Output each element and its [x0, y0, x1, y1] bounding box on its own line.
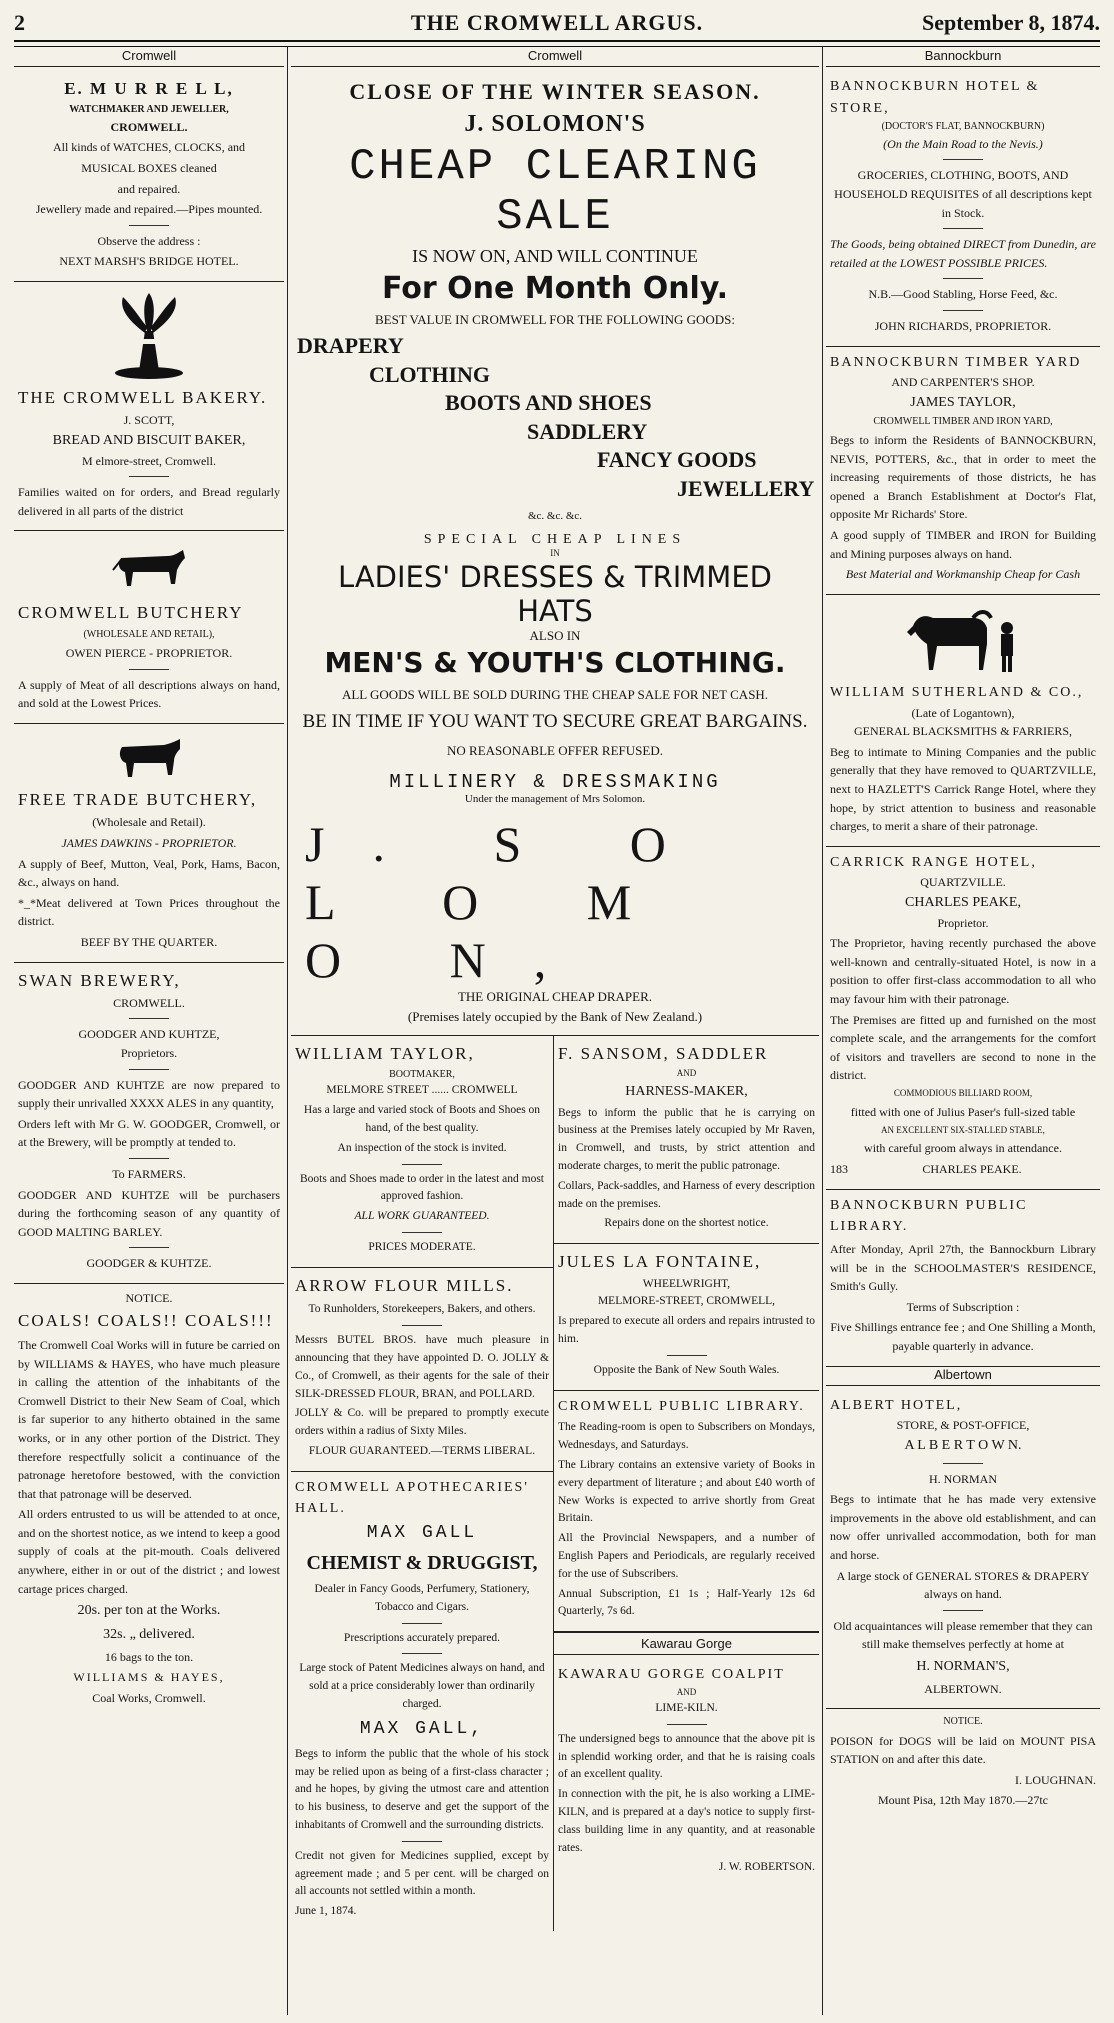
ad-notice: NOTICE.: [125, 1291, 173, 1305]
ad-title: KAWARAU GORGE COALPIT: [558, 1667, 785, 1683]
ad-text: The Premises are fitted up and furnished on the most complete scale, and the arrangements for the comfort of visitors and travellers are second to none in the district.: [830, 1012, 1096, 1083]
ad-apothecaries-hall: [291, 1472, 553, 1931]
ad-address: MELMORE-STREET, CROMWELL,: [597, 1295, 776, 1308]
ad-text: Terms of Subscription :: [906, 1299, 1020, 1314]
ad-rate: 32s. „ delivered.: [103, 1626, 195, 1642]
ad-text: Is prepared to execute all orders and repairs intrusted to him.: [558, 1315, 815, 1345]
divider: [402, 1325, 442, 1326]
divider: [943, 1463, 983, 1464]
column-divider: [822, 46, 823, 2015]
ad-text: Prescriptions accurately prepared.: [343, 1631, 501, 1644]
column-2: [291, 48, 819, 2015]
ad-title: COALS! COALS!! COALS!!!: [18, 1310, 274, 1330]
ad-text: Under the management of Mrs Solomon.: [464, 792, 646, 805]
ad-trade: WATCHMAKER AND JEWELLER,: [69, 104, 229, 116]
subcolumn-left: [291, 1036, 554, 1932]
goods-list: [297, 332, 813, 504]
divider: [129, 1158, 169, 1159]
ad-title: CROMWELL BUTCHERY: [18, 603, 244, 623]
ad-text: All orders entrusted to us will be attended to at once, and on the shortest notice, as we intend to keep a good supply of coals at the pit-mouth. Coals delivered anywhere, either in or out of the district ; and lowest cartage prices charged.: [18, 1507, 280, 1596]
ad-address: M elmore-street, Cromwell.: [82, 453, 216, 468]
ad-subtitle: (WHOLESALE AND RETAIL),: [83, 628, 215, 640]
ad-subtitle: (Wholesale and Retail).: [92, 815, 206, 830]
ad-town: A L B E R T O W N.: [904, 1437, 1022, 1453]
ad-text: To FARMERS.: [112, 1167, 186, 1182]
column-1: [14, 48, 284, 2015]
ad-headline: CLOSE OF THE WINTER SEASON.: [349, 79, 761, 104]
ad-jules-la-fontaine: [554, 1244, 819, 1390]
ad-subtitle: LIME-KILN.: [655, 1701, 718, 1714]
ad-william-taylor: [291, 1036, 553, 1268]
ad-text: FLOUR GUARANTEED.—TERMS LIBERAL.: [308, 1444, 536, 1457]
divider: [943, 278, 983, 279]
ad-text: Best Material and Workmanship Cheap for Cash: [845, 567, 1081, 582]
ad-trade: CROMWELL TIMBER AND IRON YARD,: [873, 415, 1053, 427]
ad-title: JULES LA FONTAINE,: [558, 1252, 762, 1272]
ad-text: To Runholders, Storekeepers, Bakers, and others.: [308, 1303, 536, 1316]
ad-notice: NOTICE.: [943, 1716, 983, 1728]
ad-trade: BREAD AND BISCUIT BAKER,: [52, 432, 246, 448]
ad-address: MELMORE STREET ...... CROMWELL: [326, 1084, 518, 1097]
ad-number: 183: [830, 1162, 848, 1177]
divider: [943, 1610, 983, 1611]
ad-text: fitted with one of Julius Paser's full-sized table: [850, 1104, 1076, 1119]
ad-text: Begs to intimate that he has made very extensive improvements in the above old establishment, and can now offer unrivalled accommodation, both for man and horse.: [830, 1492, 1096, 1562]
ad-cromwell-butchery: [14, 531, 284, 724]
ad-title: J. SOLOMON'S: [464, 111, 646, 137]
ad-signature: H. NORMAN'S,: [916, 1658, 1010, 1674]
ad-text: (Premises lately occupied by the Bank of New Zealand.): [407, 1008, 703, 1024]
ad-text: Proprietor.: [937, 915, 989, 930]
ad-title: FREE TRADE BUTCHERY,: [18, 790, 258, 810]
ad-name: J. S O L O M O N,: [305, 815, 714, 988]
ad-title: E. M U R R E L L,: [64, 79, 234, 98]
ad-text: N.B.—Good Stabling, Horse Feed, &c.: [868, 287, 1058, 302]
ad-text: Orders left with Mr G. W. GOODGER, Cromwell, or at the Brewery, will be promptly at tended to.: [18, 1116, 280, 1150]
ad-text: ALSO IN: [529, 627, 581, 643]
ad-text: GROCERIES, CLOTHING, BOOTS, AND HOUSEHOLD REQUISITES of all descriptions kept in Stock.: [834, 168, 1092, 220]
ad-signature: GOODGER & KUHTZE.: [86, 1256, 212, 1271]
horse-and-blacksmith-icon: [903, 604, 1023, 678]
ad-signature: WILLIAMS & HAYES,: [73, 1670, 225, 1685]
ad-text: Begs to inform the public that the whole of his stock may be relied upon as being of a first-class character ; and he hopes, by giving the utmost care and attention to his business, to deserve and get the support of the inhabitants of Cromwell and the surrounding districts.: [295, 1747, 549, 1832]
goods-item: SADDLERY: [527, 418, 648, 444]
masthead: [14, 6, 1100, 40]
ad-text: THE ORIGINAL CHEAP DRAPER.: [457, 988, 653, 1004]
ad-albert-hotel: [826, 1390, 1100, 1710]
ad-text: Has a large and varied stock of Boots and Shoes on hand, of the best quality.: [303, 1104, 541, 1135]
ad-date: June 1, 1874.: [295, 1905, 357, 1918]
ad-cromwell-public-library: [554, 1391, 819, 1633]
ad-swan-brewery: [14, 963, 284, 1284]
ad-owner: OWEN PIERCE - PROPRIETOR.: [65, 646, 233, 661]
ad-title: SWAN BREWERY,: [18, 970, 181, 990]
column-3: [826, 48, 1100, 2015]
ad-text: ALL GOODS WILL BE SOLD DURING THE CHEAP SALE FOR NET CASH.: [341, 686, 769, 702]
ad-owner: JAMES DAWKINS - PROPRIETOR.: [61, 835, 237, 850]
ad-title: BANNOCKBURN PUBLIC LIBRARY.: [830, 1197, 1028, 1235]
ad-place: ALBERTOWN.: [924, 1681, 1002, 1696]
ad-murrell: [14, 71, 284, 282]
ad-trade: HARNESS-MAKER,: [625, 1083, 748, 1099]
ad-town: CROMWELL.: [110, 119, 188, 134]
issue-date: September 8, 1874.: [921, 10, 1100, 35]
ad-text: NO REASONABLE OFFER REFUSED.: [447, 742, 663, 758]
ad-text: All kinds of WATCHES, CLOCKS, and: [52, 140, 246, 155]
ad-signature: JOHN RICHARDS, PROPRIETOR.: [874, 319, 1052, 334]
ad-address: (DOCTOR'S FLAT, BANNOCKBURN): [881, 121, 1045, 133]
ad-text: After Monday, April 27th, the Bannockburn Library will be in the SCHOOLMASTER'S RESIDENCE, Smith's Gully.: [830, 1242, 1096, 1294]
ad-text: Repairs done on the shortest notice.: [604, 1217, 769, 1230]
divider: [667, 1724, 707, 1725]
ad-text: Collars, Pack-saddles, and Harness of every description made on the premises.: [558, 1179, 815, 1210]
ad-text: Opposite the Bank of New South Wales.: [593, 1363, 780, 1376]
ad-arrow-flour-mills: [291, 1268, 553, 1472]
divider: [402, 1841, 442, 1842]
ad-text: POISON for DOGS will be laid on MOUNT PISA STATION on and after this date.: [830, 1733, 1096, 1767]
ad-text: ALL WORK GUARANTEED.: [354, 1210, 490, 1223]
ad-text: A supply of Meat of all descriptions always on hand, and sold at the Lowest Prices.: [18, 677, 280, 711]
ad-text: The Library contains an extensive variety of Books in every department of literature ; and about £40 worth of New Works is expected to arrive shortly from Great Britain.: [558, 1458, 815, 1525]
ad-text: Credit not given for Medicines supplied, except by agreement made ; and 5 per cent. will be charged on all accounts not settled within a month.: [295, 1849, 549, 1898]
ad-text: Five Shillings entrance fee ; and One Shilling a Month, payable quarterly in advance.: [830, 1320, 1096, 1353]
ad-poison-notice: [826, 1709, 1100, 1820]
ad-title: BANNOCKBURN HOTEL & STORE,: [830, 79, 1040, 116]
ad-text: Begs to inform the public that he is carrying on business at the Premises lately occupied by Mr Raven, in Cromwell, and trusts, by strict attention and moderate charges, to merit the public patronage.: [558, 1106, 815, 1172]
ad-text: Boots and Shoes made to order in the latest and most approved fashion.: [299, 1172, 544, 1203]
ad-text: The Reading-room is open to Subscribers on Mondays, Wednesdays, and Saturdays.: [558, 1421, 815, 1452]
goods-item: JEWELLERY: [677, 475, 815, 501]
ad-trade: CHEMIST & DRUGGIST,: [306, 1552, 538, 1575]
ad-text: The Goods, being obtained DIRECT from Dunedin, are retailed at the LOWEST POSSIBLE PRICES.: [830, 237, 1096, 270]
ad-text: A good supply of TIMBER and IRON for Building and Mining purposes always on hand.: [830, 528, 1096, 561]
ad-text: COMMODIOUS BILLIARD ROOM,: [893, 1088, 1033, 1098]
ad-text: All the Provincial Newspapers, and a number of English Papers and Periodicals, are regularly received for the use of Subscribers.: [558, 1532, 815, 1580]
ad-date: Mount Pisa, 12th May 1870.—27tc: [878, 1793, 1048, 1808]
ad-title: ALBERT HOTEL,: [830, 1397, 963, 1413]
ad-title: THE CROMWELL BAKERY.: [18, 388, 268, 407]
ad-owner: MAX GALL: [366, 1523, 478, 1544]
ad-coals: [14, 1284, 284, 1717]
ad-free-trade-butchery: [14, 724, 284, 963]
ad-town: CROMWELL.: [113, 995, 185, 1010]
ox-icon: [114, 733, 184, 783]
divider: [129, 1069, 169, 1070]
divider: [129, 1247, 169, 1248]
ad-text: AN EXCELLENT SIX-STALLED STABLE,: [881, 1124, 1045, 1135]
newspaper-title: THE CROMWELL ARGUS.: [410, 10, 704, 35]
ad-text: The Proprietor, having recently purchased the above well-known and centrally-situated Hotel, is now in a position to offer first-class accommodation to all who may favour him with their patronage.: [830, 936, 1096, 1007]
subcolumn-right: [554, 1036, 819, 1932]
ad-text: Jewellery made and repaired.—Pipes mounted.: [35, 202, 263, 217]
ad-text: *_*Meat delivered at Town Prices throughout the district.: [18, 895, 280, 929]
ad-title: CROMWELL APOTHECARIES' HALL.: [295, 1479, 529, 1517]
ad-text: GOODGER AND KUHTZE are now prepared to supply their unrivalled XXXX ALES in any quantity,: [18, 1077, 280, 1111]
ad-text: BEEF BY THE QUARTER.: [80, 934, 218, 949]
divider: [667, 1355, 707, 1356]
ad-text: Beg to intimate to Mining Companies and the public generally that they have removed to QUARTZVILLE, next to HAZLETT'S Carrick Range Hotel, where they hope, by strict attention to business and reasonable charges, to merit a share of their patronage.: [830, 744, 1096, 834]
ad-signature: J. W. ROBERTSON.: [718, 1861, 815, 1874]
ad-title: CHEAP CLEARING SALE: [349, 142, 761, 242]
ad-text: The Cromwell Coal Works will in future be carried on by WILLIAMS & HAYES, who have much pleasure in calling the attention of the inhabitants of the Cromwell District to their New Seam of Coal, which is far superior to any hitherto obtained in the same works, or in any other portion of the District. They therefore respectfully solicit a continuance of the patronage heretofore bestowed, with the conviction that that patronage will be deserved.: [18, 1337, 280, 1501]
ad-solomon-clearing-sale: [291, 71, 819, 1036]
ad-subtitle: STORE, & POST-OFFICE,: [896, 1418, 1030, 1433]
ad-text: SPECIAL CHEAP LINES: [423, 531, 687, 547]
ad-text: The undersigned begs to announce that the above pit is in splendid working order, and that he is raising coals of an excellent quality.: [558, 1732, 815, 1781]
column-2-subcolumns: [291, 1036, 819, 1932]
ad-text: Proprietors.: [120, 1046, 178, 1061]
ad-text: Dealer in Fancy Goods, Perfumery, Stationery, Tobacco and Cigars.: [314, 1583, 530, 1613]
ad-text: Old acquaintances will please remember that they can still make themselves perfectly at home at: [833, 1618, 1093, 1652]
ad-text: JOLLY & Co. will be prepared to promptly execute orders within a radius of Sixty Miles.: [295, 1407, 549, 1438]
divider: [402, 1623, 442, 1624]
ad-text: Observe the address :: [97, 233, 201, 248]
section-heading: Albertown: [826, 1367, 1100, 1386]
ad-trade: GENERAL BLACKSMITHS & FARRIERS,: [853, 724, 1073, 739]
ad-title: BANNOCKBURN TIMBER YARD: [830, 354, 1082, 370]
ad-text: AND: [676, 1686, 697, 1697]
column-divider: [287, 46, 288, 2015]
divider: [129, 1018, 169, 1019]
ad-kawarau-coalpit: [554, 1659, 819, 1887]
ad-text: AND: [676, 1067, 697, 1078]
ad-text: &c. &c. &c.: [527, 509, 583, 522]
goods-item: CLOTHING: [369, 361, 491, 387]
ad-text: (On the Main Road to the Nevis.): [883, 136, 1043, 151]
ad-text: Families waited on for orders, and Bread regularly delivered in all parts of the district: [18, 485, 280, 518]
masthead-rule: [14, 40, 1100, 47]
divider: [129, 476, 169, 477]
ad-bakery: [14, 282, 284, 531]
wheat-sheaf-icon: [109, 291, 189, 381]
ad-text: A supply of Beef, Mutton, Veal, Pork, Hams, Bacon, &c., always on hand.: [18, 856, 280, 890]
ad-text: with careful groom always in attendance.: [864, 1141, 1062, 1156]
section-heading: Bannockburn: [826, 48, 1100, 67]
ad-headline: LADIES' DRESSES & TRIMMED HATS: [338, 559, 772, 628]
ad-owner: CHARLES PEAKE,: [905, 894, 1021, 910]
ad-title: ARROW FLOUR MILLS.: [295, 1275, 514, 1295]
ad-text: Large stock of Patent Medicines always on hand, and sold at a price considerably lower than ordinarily charged.: [299, 1662, 545, 1711]
ad-headline: For One Month Only.: [381, 271, 729, 306]
ad-signature: I. LOUGHNAN.: [1015, 1772, 1096, 1787]
ad-bannockburn-hotel: [826, 71, 1100, 347]
divider: [402, 1164, 442, 1165]
ad-title: WILLIAM SUTHERLAND & CO.,: [830, 684, 1084, 700]
ad-text: Begs to inform the Residents of BANNOCKBURN, NEVIS, POTTERS, &c., that in order to meet the increasing requirements of those districts, he has opened a Branch Establishment at Doctor's Flat, opposite Mr Richards' Store.: [830, 433, 1096, 522]
ad-text: Annual Subscription, £1 1s ; Half-Yearly 12s 6d Quarterly, 7s 6d.: [558, 1587, 815, 1618]
ad-title: CROMWELL PUBLIC LIBRARY.: [558, 1398, 805, 1414]
ad-place: Coal Works, Cromwell.: [92, 1690, 206, 1705]
ad-text: An inspection of the stock is invited.: [337, 1141, 507, 1154]
ad-sansom-saddler: [554, 1036, 819, 1245]
ad-rate: 16 bags to the ton.: [104, 1649, 194, 1664]
ad-text: A large stock of GENERAL STORES & DRAPERY always on hand.: [836, 1568, 1090, 1602]
divider: [943, 228, 983, 229]
goods-item: FANCY GOODS: [597, 447, 757, 473]
ad-town: QUARTZVILLE.: [920, 875, 1006, 890]
ad-text: PRICES MODERATE.: [368, 1241, 476, 1254]
goods-item: BOOTS AND SHOES: [445, 390, 652, 416]
divider: [402, 1232, 442, 1233]
divider: [943, 310, 983, 311]
ad-text: Messrs BUTEL BROS. have much pleasure in announcing that they have appointed D. O. JOLLY & Co., of Cromwell, as their agents for the sale of their SILK-DRESSED FLOUR, BRAN, and POLLARD.: [295, 1334, 549, 1400]
ad-text: MUSICAL BOXES cleaned: [81, 161, 217, 176]
ad-title: WILLIAM TAYLOR,: [295, 1043, 475, 1063]
divider: [943, 159, 983, 160]
ad-text: (Late of Logantown),: [911, 705, 1015, 720]
divider: [129, 225, 169, 226]
divider: [402, 1653, 442, 1654]
section-heading: Cromwell: [291, 48, 819, 67]
ad-address: NEXT MARSH'S BRIDGE HOTEL.: [59, 254, 239, 269]
ad-text: IS NOW ON, AND WILL CONTINUE: [412, 246, 698, 266]
ad-title: F. SANSOM, SADDLER: [558, 1043, 769, 1063]
ad-text: BEST VALUE IN CROMWELL FOR THE FOLLOWING GOODS:: [374, 312, 736, 327]
ad-william-sutherland: [826, 595, 1100, 847]
ad-title: CARRICK RANGE HOTEL,: [830, 854, 1037, 870]
ad-headline: MEN'S & YOUTH'S CLOTHING.: [324, 645, 786, 679]
section-heading: Cromwell: [14, 48, 284, 67]
ad-text: GOODGER AND KUHTZE will be purchasers during the forthcoming season of any quantity of GOOD MALTING BARLEY.: [18, 1187, 280, 1239]
ad-owner: H. NORMAN: [928, 1471, 997, 1486]
ad-owner: J. SCOTT,: [123, 413, 175, 428]
ad-text: In connection with the pit, he is also working a LIME-KILN, and is prepared at a day's notice to supply first-class building lime in any quantity, and at reasonable rates.: [558, 1788, 815, 1854]
ad-headline: MILLINERY & DRESSMAKING: [389, 770, 721, 793]
section-heading: Kawarau Gorge: [554, 1632, 819, 1655]
ad-headline: BE IN TIME IF YOU WANT TO SECURE GREAT BARGAINS.: [302, 710, 808, 732]
divider: [129, 669, 169, 670]
ad-owner: JAMES TAYLOR,: [910, 394, 1016, 410]
ad-trade: BOOTMAKER,: [389, 1068, 455, 1080]
ad-text: and repaired.: [117, 181, 181, 196]
ad-owner: MAX GALL,: [359, 1718, 485, 1739]
ad-subtitle: AND CARPENTER'S SHOP.: [891, 375, 1035, 390]
ad-bannockburn-timber-yard: [826, 347, 1100, 595]
page-number: 2: [14, 10, 25, 35]
ad-trade: WHEELWRIGHT,: [642, 1277, 731, 1290]
goods-item: DRAPERY: [297, 333, 404, 358]
ad-owner: GOODGER AND KUHTZE,: [78, 1027, 220, 1042]
ad-rate: 20s. per ton at the Works.: [77, 1603, 221, 1619]
bull-icon: [109, 540, 189, 596]
ad-bannockburn-library: [826, 1190, 1100, 1367]
ad-text: IN: [550, 547, 560, 558]
ad-carrick-range-hotel: [826, 847, 1100, 1190]
ad-signature: CHARLES PEAKE.: [922, 1162, 1022, 1177]
